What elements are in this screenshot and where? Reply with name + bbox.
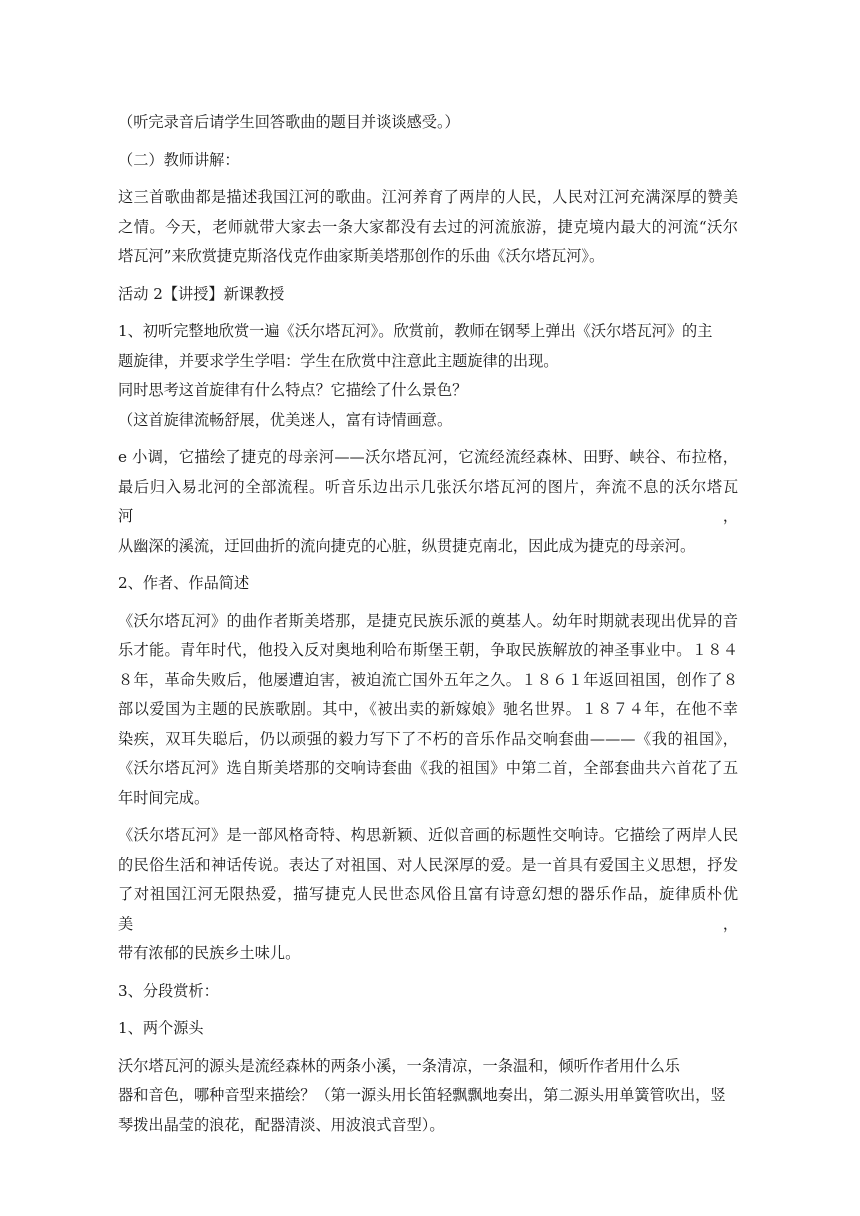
text-line: 器和音色，哪种音型来描绘？（第一源头用长笛轻飘飘地奏出，第二源头用单簧管吹出，竖 [118,1086,726,1104]
text-line: 这三首歌曲都是描述我国江河的歌曲。江河养育了两岸的人民，人民对江河充满深厚的赞美 [118,188,738,206]
text-line: 同时思考这首旋律有什么特点？它描绘了什么景色？ [118,381,468,399]
text-line: （二）教师讲解： [118,150,240,169]
text-line: 《沃尔塔瓦河》选自斯美塔那的交响诗套曲《我的祖国》中第二首，全部套曲共六首花了五 [118,759,738,777]
text-line: ８年，革命失败后，他屡遭迫害，被迫流亡国外五年之久。１８６１年返回祖国，创作了８ [118,670,738,689]
text-line: 了对祖国江河无限热爱，描写捷克人民世态风俗且富有诗意幻想的器乐作品，旋律质朴优美， [118,885,738,933]
paragraph-author-biography [118,607,738,814]
text-line: 部以爱国为主题的民族歌剧。其中，《被出卖的新嫁娘》驰名世界。１８７４年，在他不幸 [118,700,738,718]
text-line: 染疾，双耳失聪后，仍以顽强的毅力写下了不朽的音乐作品交响套曲———《我的祖国》， [118,729,738,748]
text-line: 最后归入易北河的全部流程。听音乐边出示几张沃尔塔瓦河的图片，奔流不息的沃尔塔瓦河， [118,477,738,525]
text-line: 2、作者、作品简述 [118,574,250,592]
text-line: 年时间完成。 [118,788,210,807]
document-page [118,108,738,1148]
text-line: 琴拨出晶莹的浪花，配器清淡、用波浪式音型）。 [118,1115,445,1134]
text-line: 带有浓郁的民族乡土味儿。 [118,944,301,962]
section-heading-activity-2 [118,280,738,310]
section-heading-segment-analysis [118,977,738,1007]
text-line: 之情。今天，老师就带大家去一条大家都没有去过的河流旅游，捷克境内最大的河流“沃尔 [118,217,738,236]
text-line: 1、两个源头 [118,1019,204,1037]
text-line: 从幽深的溪流，迂回曲折的流向捷克的心脏，纵贯捷克南北，因此成为捷克的母亲河。 [118,536,696,555]
paragraph-sources-analysis [118,1052,738,1141]
paragraph-work-description [118,821,738,969]
paragraph-e-minor-description [118,443,738,561]
text-line: 活动 2【讲授】新课教授 [118,284,285,303]
subheading-two-sources [118,1014,738,1044]
text-line: 塔瓦河”来欣赏捷克斯洛伐克作曲家斯美塔那创作的乐曲《沃尔塔瓦河》。 [118,247,605,265]
paragraph-listening-note [118,108,738,138]
text-line: 《沃尔塔瓦河》是一部风格奇特、构思新颖、近似音画的标题性交响诗。它描绘了两岸人民 [118,826,738,844]
text-line: （听完录音后请学生回答歌曲的题目并谈谈感受。） [118,113,460,131]
text-line: 1、初听完整地欣赏一遍《沃尔塔瓦河》。欣赏前，教师在钢琴上弹出《沃尔塔瓦河》的主 [118,322,713,340]
text-line: 的民俗生活和神话传说。表达了对祖国、对人民深厚的爱。是一首具有爱国主义思想，抒发 [118,855,738,874]
text-line: 《沃尔塔瓦河》的曲作者斯美塔那，是捷克民族乐派的奠基人。幼年时期就表现出优异的音 [118,611,738,630]
paragraph-intro [118,183,738,272]
section-heading-teacher-explanation [118,146,738,176]
paragraph-first-listening [118,317,738,435]
section-heading-author [118,569,738,599]
text-line: 沃尔塔瓦河的源头是流经森林的两条小溪，一条清凉，一条温和，倾听作者用什么乐 [118,1056,680,1075]
text-line: 乐才能。青年时代，他投入反对奥地利哈布斯堡王朝，争取民族解放的神圣事业中。１８４ [118,641,738,659]
text-line: e 小调，它描绘了捷克的母亲河——沃尔塔瓦河，它流经流经森林、田野、峡谷、布拉格， [118,448,738,466]
text-line: （这首旋律流畅舒展，优美迷人，富有诗情画意。 [118,410,453,429]
text-line: 题旋律，并要求学生学唱：学生在欣赏中注意此主题旋律的出现。 [118,351,559,370]
text-line: 3、分段赏析： [118,981,219,1000]
